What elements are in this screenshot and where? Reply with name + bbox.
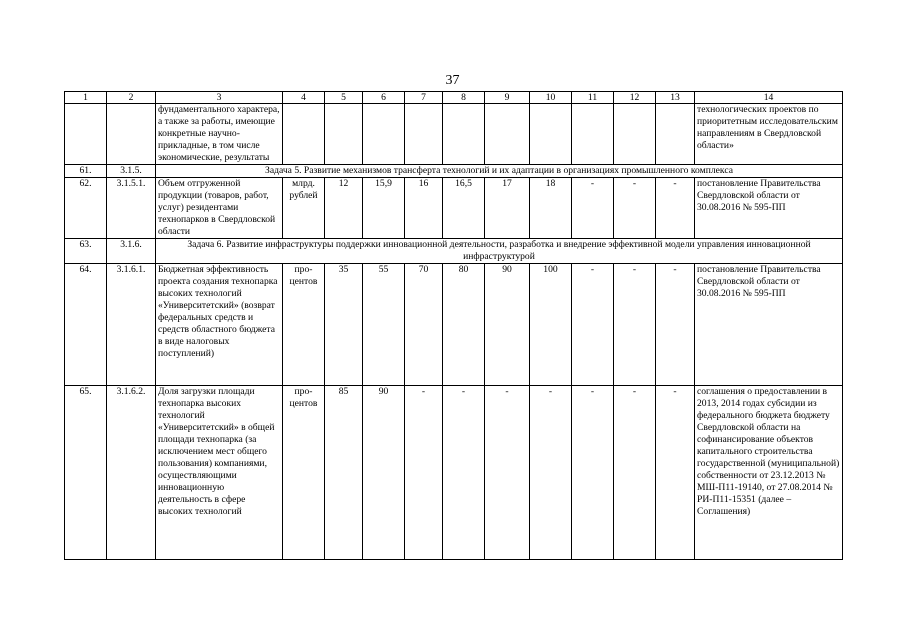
table-cell: - — [572, 264, 614, 386]
column-header: 12 — [614, 92, 656, 104]
table-cell — [530, 104, 572, 165]
table-cell: 85 — [325, 386, 363, 560]
indicators-table — [64, 91, 843, 560]
column-header: 9 — [485, 92, 530, 104]
table-cell: - — [614, 178, 656, 239]
column-header: 1 — [65, 92, 107, 104]
table-cell: млрд. рублей — [283, 178, 325, 239]
table-cell: 90 — [485, 264, 530, 386]
table-cell: про-центов — [283, 386, 325, 560]
table-cell: 100 — [530, 264, 572, 386]
task-title: Задача 5. Развитие механизмов трансферта технологий и их адаптации в организациях промышленного комплекса — [156, 165, 843, 178]
table-cell: 70 — [405, 264, 443, 386]
table-cell: 15,9 — [363, 178, 405, 239]
table-cell — [363, 104, 405, 165]
table-cell: 65. — [65, 386, 107, 560]
table-cell: - — [443, 386, 485, 560]
table-cell: соглашения о предоставлении в 2013, 2014 годах субсидии из федерального бюджета бюджету Свердловской области на софинансирование объектов капитального строительства государственной (муниципальной) собственности от 23.12.2013 № МШ-П11-19140, от 27.08.2014 № РИ-П11-15351 (далее – Соглашения) — [695, 386, 843, 560]
table-cell: 12 — [325, 178, 363, 239]
table-cell — [614, 104, 656, 165]
column-header: 3 — [156, 92, 283, 104]
column-header: 8 — [443, 92, 485, 104]
table-cell — [443, 104, 485, 165]
column-header: 6 — [363, 92, 405, 104]
table-cell — [65, 104, 107, 165]
column-header: 5 — [325, 92, 363, 104]
table-row — [65, 386, 843, 560]
table-cell: - — [572, 178, 614, 239]
table-cell: - — [614, 386, 656, 560]
table-cell: - — [530, 386, 572, 560]
task-row — [65, 239, 843, 264]
column-header: 13 — [656, 92, 695, 104]
table-cell — [283, 104, 325, 165]
table-cell: 55 — [363, 264, 405, 386]
table-row — [65, 104, 843, 165]
table-cell: 16 — [405, 178, 443, 239]
table-cell: 3.1.6.2. — [107, 386, 156, 560]
table-cell: технологических проектов по приоритетным исследовательским направлениям в Свердловской области» — [695, 104, 843, 165]
table-cell: Доля загрузки площади технопарка высоких технологий «Университетский» в общей площади технопарка (за исключением мест общего пользования) компаниями, осуществляющими инновационную деятельность в сфере высоких технологий — [156, 386, 283, 560]
column-header: 11 — [572, 92, 614, 104]
row-number: 63. — [65, 239, 107, 264]
table-cell: Бюджетная эффективность проекта создания технопарка высоких технологий «Университетский» (возврат федеральных средств и средств областного бюджета в виде налоговых поступлений) — [156, 264, 283, 386]
table-cell: - — [485, 386, 530, 560]
table-body — [65, 92, 843, 560]
row-number: 61. — [65, 165, 107, 178]
table-cell: Объем отгруженной продукции (товаров, работ, услуг) резидентами технопарков в Свердловской области — [156, 178, 283, 239]
page-number: 37 — [445, 73, 460, 88]
table-cell: - — [656, 386, 695, 560]
table-cell: про-центов — [283, 264, 325, 386]
table-cell — [405, 104, 443, 165]
table-cell: - — [656, 264, 695, 386]
table-cell: 3.1.6.1. — [107, 264, 156, 386]
row-code: 3.1.6. — [107, 239, 156, 264]
table-cell — [485, 104, 530, 165]
table-cell: постановление Правительства Свердловской области от 30.08.2016 № 595-ПП — [695, 264, 843, 386]
table-cell: 16,5 — [443, 178, 485, 239]
table-cell: - — [405, 386, 443, 560]
table-cell: - — [572, 386, 614, 560]
table-cell: 90 — [363, 386, 405, 560]
table-cell — [656, 104, 695, 165]
table-cell: 17 — [485, 178, 530, 239]
task-title: Задача 6. Развитие инфраструктуры поддержки инновационной деятельности, разработка и внедрение эффективной модели управления инновационной инфраструктурой — [156, 239, 843, 264]
column-header: 7 — [405, 92, 443, 104]
table-cell: - — [614, 264, 656, 386]
table-cell: 3.1.5.1. — [107, 178, 156, 239]
task-row — [65, 165, 843, 178]
table-cell: постановление Правительства Свердловской области от 30.08.2016 № 595-ПП — [695, 178, 843, 239]
table-cell: 80 — [443, 264, 485, 386]
column-header: 14 — [695, 92, 843, 104]
table-row — [65, 178, 843, 239]
table-cell: фундаментального характера, а также за работы, имеющие конкретные научно-прикладные, в том числе экономические, результаты — [156, 104, 283, 165]
table-cell — [107, 104, 156, 165]
table-row — [65, 264, 843, 386]
column-header-row — [65, 92, 843, 104]
table-cell: 18 — [530, 178, 572, 239]
table-cell: 64. — [65, 264, 107, 386]
column-header: 4 — [283, 92, 325, 104]
table-cell — [325, 104, 363, 165]
table-cell — [572, 104, 614, 165]
table-cell: - — [656, 178, 695, 239]
column-header: 10 — [530, 92, 572, 104]
column-header: 2 — [107, 92, 156, 104]
table-cell: 35 — [325, 264, 363, 386]
table-cell: 62. — [65, 178, 107, 239]
row-code: 3.1.5. — [107, 165, 156, 178]
